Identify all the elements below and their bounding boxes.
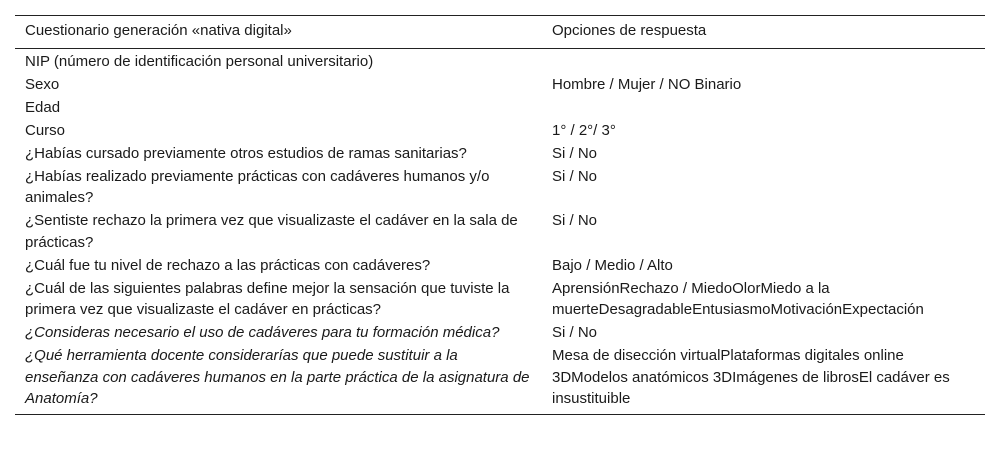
questionnaire-table: [15, 15, 985, 415]
question-cell: Curso: [25, 121, 66, 139]
question-cell: NIP (número de identificación personal universitario): [25, 52, 374, 70]
table-row: [15, 278, 985, 323]
question-cell: Sexo: [25, 75, 60, 93]
options-cell: [542, 48, 985, 74]
table-body: [15, 48, 985, 414]
questionnaire-table-container: [15, 15, 985, 415]
options-cell: Si / No: [552, 212, 598, 229]
table-row: [15, 322, 985, 345]
question-cell: ¿Habías cursado previamente otros estudios de ramas sanitarias?: [25, 144, 467, 162]
options-cell: 1° / 2°/ 3°: [552, 121, 616, 139]
table-row: [15, 48, 985, 74]
header-options: Opciones de respuesta: [542, 16, 985, 49]
options-cell: Si / No: [552, 144, 598, 162]
question-cell: ¿Qué herramienta docente considerarías que puede sustituir a la enseñanza con cadáveres humanos en la parte práctica de la asignatura de Anatomía?: [15, 345, 542, 414]
table-header: [15, 16, 985, 49]
table-row: [15, 74, 985, 97]
question-cell: ¿Cuál de las siguientes palabras define mejor la sensación que tuviste la primera vez que visualizaste el cadáver en prácticas?: [25, 279, 510, 318]
table-row: [15, 345, 985, 414]
table-row: [15, 97, 985, 120]
table-row: [15, 210, 985, 255]
options-cell: Si / No: [552, 324, 598, 341]
question-cell: ¿Cuál fue tu nivel de rechazo a las prácticas con cadáveres?: [25, 256, 431, 274]
options-cell: Bajo / Medio / Alto: [552, 256, 673, 274]
header-row: [15, 16, 985, 49]
options-cell: [542, 97, 985, 120]
table-row: [15, 143, 985, 166]
question-cell: ¿Habías realizado previamente prácticas con cadáveres humanos y/o animales?: [25, 167, 490, 206]
table-row: [15, 166, 985, 211]
question-cell: ¿Consideras necesario el uso de cadáveres para tu formación médica?: [25, 324, 500, 341]
options-cell: Mesa de disección virtualPlataformas digitales online 3DModelos anatómicos 3DImágenes de librosEl cadáver es insustituible: [542, 345, 985, 414]
table-row: [15, 120, 985, 143]
question-cell: Edad: [25, 98, 61, 116]
options-cell: Si / No: [552, 167, 598, 185]
options-cell: AprensiónRechazo / MiedoOlorMiedo a la muerteDesagradableEntusiasmoMotivaciónExpectación: [552, 279, 924, 318]
options-cell: Hombre / Mujer / NO Binario: [552, 75, 742, 93]
table-row: [15, 255, 985, 278]
question-cell: ¿Sentiste rechazo la primera vez que visualizaste el cadáver en la sala de prácticas?: [25, 212, 518, 251]
header-question: Cuestionario generación «nativa digital»: [15, 16, 542, 49]
